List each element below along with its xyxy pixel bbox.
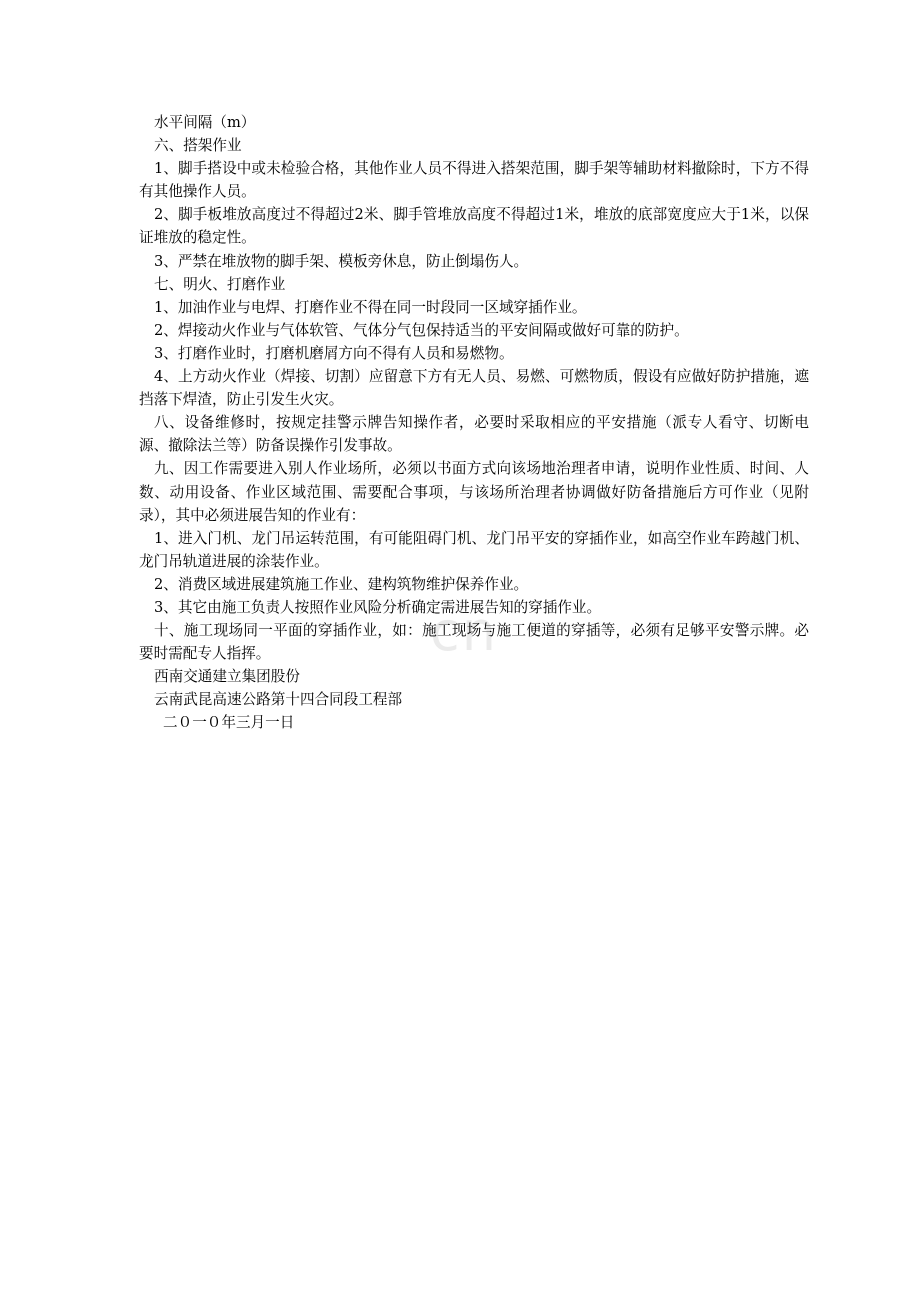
paragraph-scaffolding-item-3: 3、严禁在堆放物的脚手架、模板旁休息，防止倒塌伤人。 — [154, 252, 529, 270]
paragraph-equipment-maintenance: 八、设备维修时，按规定挂警示牌告知操作者，必要时采取相应的平安措施（派专人看守、切断电源、撤除法兰等）防备误操作引发事故。 — [139, 414, 809, 455]
paragraph-entering-work-area: 九、因工作需要进入别人作业场所，必须以书面方式向该场地治理者申请，说明作业性质、时间、人数、动用设备、作业区域范围、需要配合事项，与该场所治理者协调做好防备措施后方可作业（见附录），其中必须进展告知的作业有： — [139, 460, 809, 524]
paragraph-scaffolding-item-2: 2、脚手板堆放高度过不得超过2米、脚手管堆放高度不得超过1米，堆放的底部宽度应大于1米，以保证堆放的稳定性。 — [139, 206, 809, 247]
signature-project-department: 云南武昆高速公路第十四合同段工程部 — [154, 691, 403, 709]
paragraph-fire-item-2: 2、焊接动火作业与气体软管、气体分气包保持适当的平安间隔或做好可靠的防护。 — [154, 321, 689, 339]
paragraph-notify-item-3: 3、其它由施工负责人按照作业风险分析确定需进展告知的穿插作业。 — [154, 598, 602, 616]
paragraph-notify-item-1: 1、进入门机、龙门吊运转范围，有可能阻碍门机、龙门吊平安的穿插作业，如高空作业车跨越门机、龙门吊轨道进展的涂装作业。 — [139, 529, 809, 570]
paragraph-fire-item-3: 3、打磨作业时，打磨机磨屑方向不得有人员和易燃物。 — [154, 344, 514, 362]
signature-company: 西南交通建立集团股份 — [154, 668, 300, 686]
paragraph-horizontal-distance: 水平间隔（m） — [154, 114, 256, 131]
paragraph-same-plane-work: 十、施工现场同一平面的穿插作业，如：施工现场与施工便道的穿插等，必须有足够平安警示牌。必要时需配专人指挥。 — [139, 622, 809, 663]
paragraph-scaffolding-item-1: 1、脚手搭设中或未检验合格，其他作业人员不得进入搭架范围，脚手架等辅助材料撤除时，下方不得有其他操作人员。 — [139, 160, 809, 201]
paragraph-notify-item-2: 2、消费区域进展建筑施工作业、建构筑物维护保养作业。 — [154, 575, 529, 593]
document-body — [139, 111, 809, 735]
paragraph-fire-item-4: 4、上方动火作业（焊接、切割）应留意下方有无人员、易燃、可燃物质，假设有应做好防护措施，遮挡落下焊渣，防止引发生火灾。 — [139, 368, 809, 409]
section-heading-scaffolding: 六、搭架作业 — [154, 137, 242, 155]
paragraph-fire-item-1: 1、加油作业与电焊、打磨作业不得在同一时段同一区域穿插作业。 — [154, 298, 587, 316]
section-heading-fire-grinding: 七、明火、打磨作业 — [154, 275, 286, 293]
watermark: cn — [430, 600, 498, 663]
signature-date: 二０一０年三月一日 — [163, 714, 295, 732]
